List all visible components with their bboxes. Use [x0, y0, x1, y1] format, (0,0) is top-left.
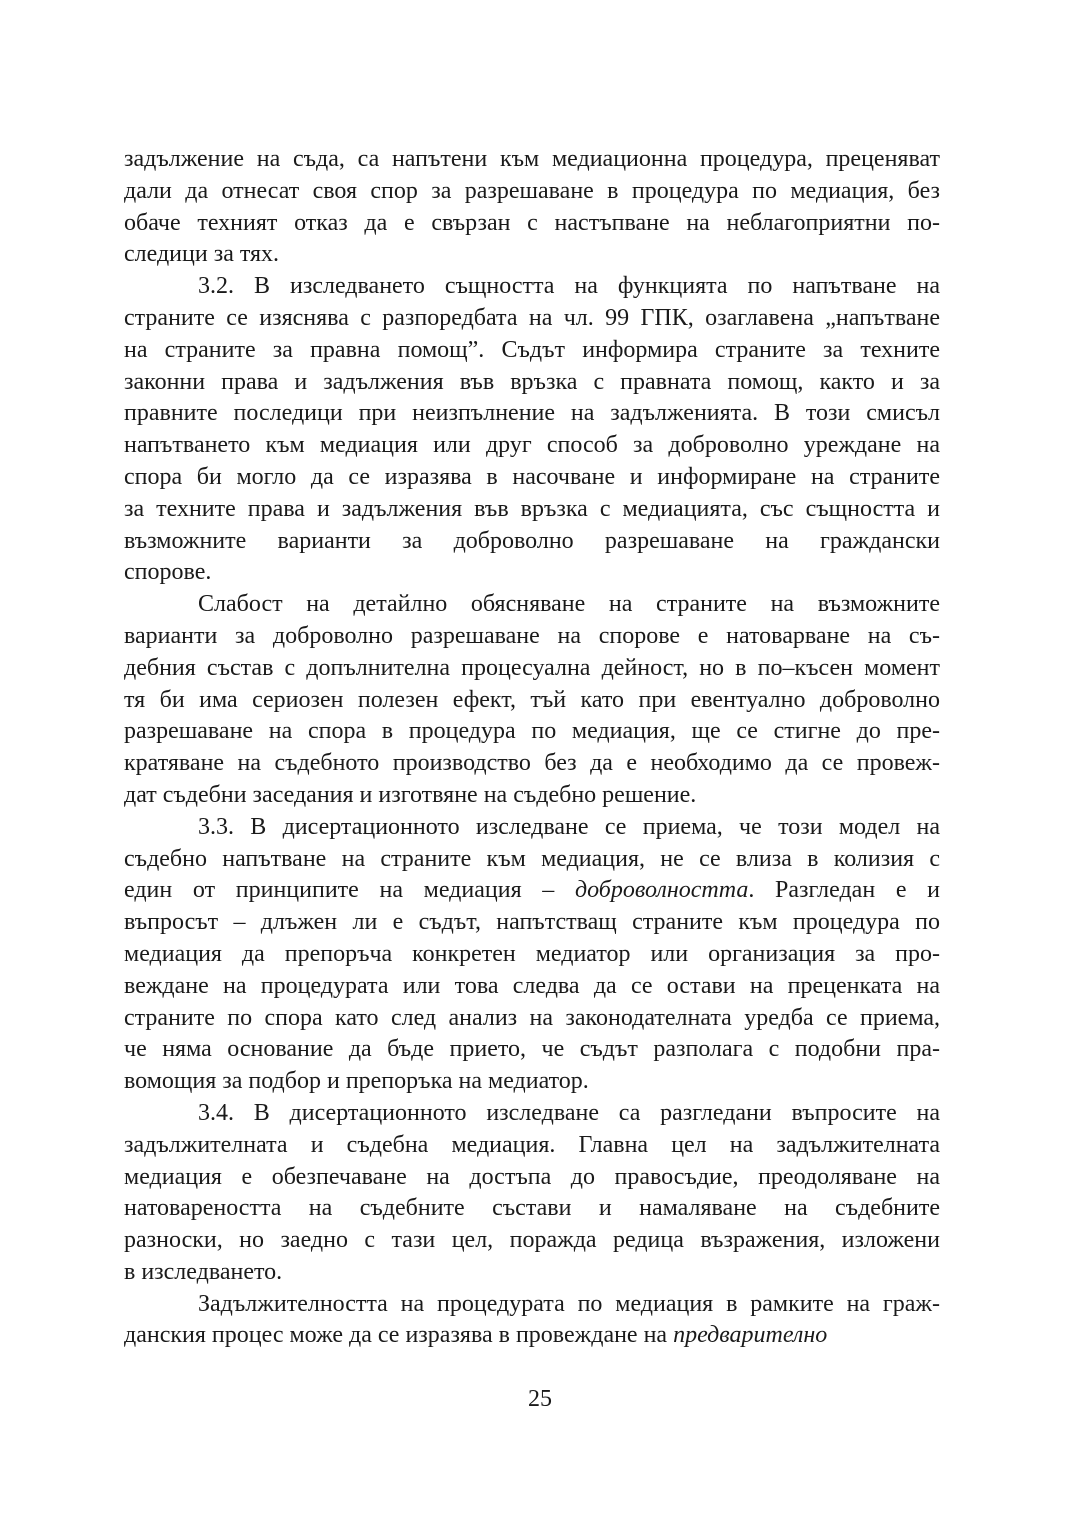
- text-line: страните по спора като след анализ на законодателната уредба се приема,: [124, 1004, 940, 1031]
- emphasized-term: доброволността: [574, 877, 749, 904]
- text-line: веждане на процедурата или това следва да се остави на преценката на: [124, 972, 940, 999]
- text-line: натовареността на съдебните състави и намаляване на съдебните: [124, 1195, 940, 1222]
- text-line: законни права и задължения във връзка с правната помощ, както и за: [124, 368, 940, 395]
- text-line: съдебно напътване на страните към медиация, не се влиза в колизия с: [124, 845, 940, 872]
- text-line: Задължителността на процедурата по медиация в рамките на граж-: [198, 1290, 940, 1317]
- text-line: кратяване на съдебното производство без да е необходимо да се провеж-: [124, 750, 940, 777]
- paragraph: [124, 144, 940, 271]
- text-line: въпросът – длъжен ли е съдът, напътстващ страните към процедура по: [124, 909, 940, 936]
- text-line: правните последици при неизпълнение на задълженията. В този смисъл: [124, 400, 940, 427]
- text-line: че няма основание да бъде прието, че съдът разполага с подобни пра-: [124, 1036, 940, 1063]
- emphasized-term: предварително: [673, 1322, 828, 1349]
- text-line: напътването към медиация или друг способ за доброволно уреждане на: [124, 432, 940, 459]
- text-line: спорове.: [124, 559, 212, 586]
- text-line: разноски, но заедно с тази цел, поражда редица възражения, изложени: [124, 1227, 940, 1254]
- text-line: страните се изяснява с разпоредбата на чл. 99 ГПК, озаглавена „напътване: [124, 304, 940, 331]
- paragraph: [124, 271, 940, 589]
- paragraph: [124, 812, 940, 1098]
- text-line: Слабост на детайлно обясняване на страните на възможните: [198, 591, 940, 618]
- text-segment: данския процес може да се изразява в провеждане на: [124, 1322, 674, 1349]
- text-line: възможните варианти за доброволно разрешаване на граждански: [124, 527, 940, 554]
- text-line: дат съдебни заседания и изготвяне на съдебно решение.: [124, 781, 697, 808]
- paragraph: [124, 589, 940, 812]
- text-line: разрешаване на спора в процедура по медиация, ще се стигне до пре-: [124, 718, 940, 745]
- text-line: [124, 1320, 940, 1352]
- text-line: 3.4. В дисертационното изследване са разгледани въпросите на: [198, 1099, 940, 1126]
- paragraph: [124, 1098, 940, 1289]
- text-line: задължение на съда, са напътени към медиационна процедура, преценяват: [124, 146, 940, 172]
- text-line: обаче техният отказ да е свързан с настъпване на неблагоприятни по-: [124, 209, 940, 236]
- text-line: медиация е обезпечаване на достъпа до правосъдие, преодоляване на: [124, 1163, 940, 1190]
- text-line: медиация да препоръча конкретен медиатор или организация за про-: [124, 940, 940, 967]
- page-number: 25: [528, 1386, 552, 1412]
- text-line: на страните за правна помощ”. Съдът информира страните за техните: [124, 336, 940, 363]
- text-line: [124, 875, 940, 907]
- text-line: 3.3. В дисертационното изследване се приема, че този модел на: [198, 813, 940, 840]
- text-line: следици за тях.: [124, 241, 280, 268]
- text-line: дебния състав с допълнителна процесуална дейност, но в по–късен момент: [124, 654, 940, 681]
- text-line: 3.2. В изследването същността на функцията по напътване на: [198, 273, 940, 300]
- text-line: дали да отнесат своя спор за разрешаване в процедура по медиация, без: [124, 177, 940, 204]
- text-segment: един от принципите на медиация –: [124, 877, 575, 904]
- text-line: в изследването.: [124, 1258, 283, 1285]
- text-line: спора би могло да се изразява в насочване и информиране на страните: [124, 463, 940, 490]
- text-line: за техните права и задължения във връзка с медиацията, със същността и: [124, 495, 940, 522]
- text-line: задължителната и съдебна медиация. Главна цел на задължителната: [124, 1131, 940, 1158]
- text-line: вомощия за подбор и препоръка на медиатор.: [124, 1068, 589, 1095]
- text-line: тя би има сериозен полезен ефект, тъй като при евентуално доброволно: [124, 686, 940, 713]
- text-line: варианти за доброволно разрешаване на спорове е натоварване на съ-: [124, 622, 940, 649]
- paragraph: [124, 1289, 940, 1353]
- text-segment: . Разгледан е и: [748, 877, 940, 904]
- body-text: [124, 144, 940, 1352]
